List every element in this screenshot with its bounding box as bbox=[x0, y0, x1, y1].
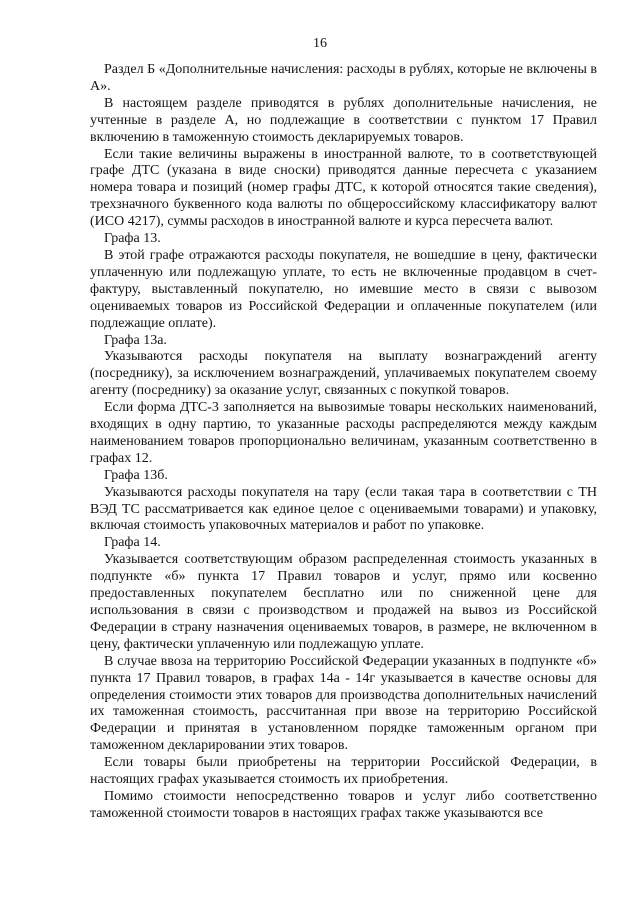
document-body bbox=[90, 62, 597, 823]
paragraph-grafa-13a-distribution: Если форма ДТС-3 заполняется на вывозимые товары нескольких наименований, входящих в одну партию, то указанные расходы распределяются между каждым наименованием товаров пропорционально величинам, указанным соответственно в графах 12. bbox=[90, 400, 597, 466]
paragraph-grafa-14-import: В случае ввоза на территорию Российской Федерации указанных в подпункте «б» пункта 17 Правил товаров, в графах 14а - 14г указывается в качестве основы для определения стоимости этих товаров для производства дополнительных начислений их таможенная стоимость, рассчитанная при ввозе на территорию Российской Федерации и принятая в установленном порядке таможенным органом при таможенном декларировании этих товаров. bbox=[90, 653, 597, 754]
heading-grafa-13: Графа 13. bbox=[104, 231, 161, 247]
paragraph-grafa-13: В этой графе отражаются расходы покупателя, не вошедшие в цену, фактически уплаченную или подлежащую уплате, то есть не включенные продавцом в счет-фактуру, выставленный покупателю, но имевшие место в связи с вывозом оцениваемых товаров из Российской Федерации и оплаченные покупателем (или подлежащие оплате). bbox=[90, 247, 597, 331]
paragraph-section-b-title: Раздел Б «Дополнительные начисления: расходы в рублях, которые не включены в А». bbox=[90, 62, 597, 94]
paragraph-grafa-13a: Указываются расходы покупателя на выплату вознаграждений агенту (посреднику), за исключением вознаграждений, уплачиваемых покупателем своему агенту (посреднику) за оказание услуг, связанных с покупкой товаров. bbox=[90, 349, 597, 399]
paragraph-grafa-13b: Указываются расходы покупателя на тару (если такая тара в соответствии с ТН ВЭД ТС рассматривается как единое целое с оцениваемыми товарами) и упаковку, включая стоимость упаковочных материалов и работ по упаковке. bbox=[90, 484, 597, 534]
paragraph-foreign-currency: Если такие величины выражены в иностранной валюте, то в соответствующей графе ДТС (указана в виде сноски) приводятся данные пересчета с указанием номера товара и позиций (номер графы ДТС, к которой относятся такие сведения), трехзначного буквенного кода валюты по общероссийскому классификатору валют (ИСО 4217), суммы расходов в иностранной валюте и курса пересчета валют. bbox=[90, 146, 597, 230]
paragraph-grafa-14-additional: Помимо стоимости непосредственно товаров и услуг либо соответственно таможенной стоимости товаров в настоящих графах также указываются все bbox=[90, 788, 597, 821]
paragraph-grafa-14: Указывается соответствующим образом распределенная стоимость указанных в подпункте «б» пункта 17 Правил товаров и услуг, прямо или косвенно предоставленных покупателем бесплатно или по сниженной цене для использования в связи с производством и продажей на вывоз из Российской Федерации в страну назначения оцениваемых товаров, в размере, не включенном в цену, фактически уплаченную или подлежащую уплате. bbox=[90, 552, 597, 652]
heading-grafa-13a: Графа 13а. bbox=[104, 332, 167, 348]
heading-grafa-14: Графа 14. bbox=[104, 535, 161, 551]
paragraph-section-b-intro: В настоящем разделе приводятся в рублях дополнительные начисления, не учтенные в разделе А, но подлежащие в соответствии с пунктом 17 Правил включению в таможенную стоимость декларируемых товаров. bbox=[90, 95, 597, 145]
heading-grafa-13b: Графа 13б. bbox=[104, 467, 168, 483]
page-number: 16 bbox=[313, 36, 327, 51]
paragraph-grafa-14-domestic: Если товары были приобретены на территории Российской Федерации, в настоящих графах указывается стоимость их приобретения. bbox=[90, 755, 597, 788]
